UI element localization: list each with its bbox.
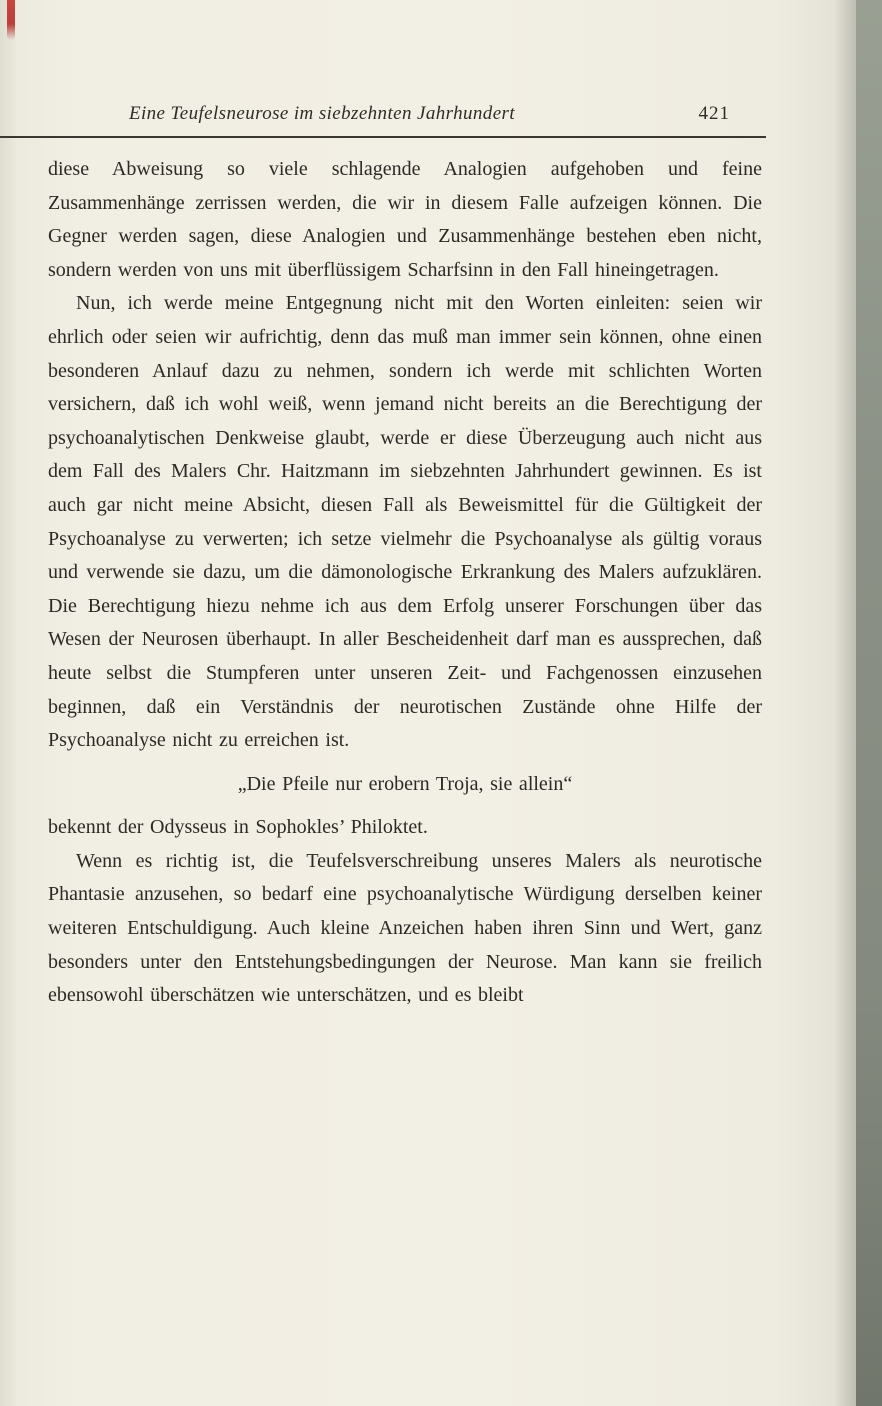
header-rule	[0, 136, 766, 138]
red-edge-mark	[7, 0, 15, 40]
body-text	[48, 153, 762, 1013]
paragraph-continuation: diese Abweisung so viele schlagende Analogien aufgehoben und feine Zusammenhänge zerrissen werden, die wir in diesem Falle aufzeigen können. Die Gegner werden sagen, diese Analogien und Zusammenhänge bestehen eben nicht, sondern werden von uns mit überflüssigem Scharfsinn in den Fall hineingetragen.	[48, 158, 762, 281]
running-header	[0, 103, 764, 131]
page-edge-shadow	[834, 0, 856, 1406]
paragraph: bekennt der Odysseus in Sophokles’ Philoktet.	[48, 816, 428, 839]
paragraph: Nun, ich werde meine Entgegnung nicht mit den Worten einleiten: seien wir ehrlich oder seien wir aufrichtig, denn das muß man immer sein können, ohne einen besonderen Anlauf dazu zu nehmen, sondern ich werde mit schlichten Worten versichern, daß ich wohl weiß, wenn jemand nicht bereits an die Berechtigung der psychoanalytischen Denkweise glaubt, werde er diese Überzeugung auch nicht aus dem Fall des Malers Chr. Haitzmann im siebzehnten Jahrhundert gewinnen. Es ist auch gar nicht meine Absicht, diesen Fall als Beweismittel für die Gültigkeit der Psychoanalyse zu verwerten; ich setze vielmehr die Psychoanalyse als gültig voraus und verwende sie dazu, um die dämonologische Erkrankung des Malers aufzuklären. Die Berechtigung hiezu nehme ich aus dem Erfolg unserer Forschungen über das Wesen der Neurosen überhaupt. In aller Bescheidenheit darf man es aussprechen, daß heute selbst die Stumpferen unter unseren Zeit- und Fachgenossen einzusehen beginnen, daß ein Verständnis der neurotischen Zustände ohne Hilfe der Psychoanalyse nicht zu erreichen ist.	[48, 292, 762, 752]
page-number: 421	[698, 103, 730, 124]
page-edge-band	[856, 0, 882, 1406]
chapter-title: Eine Teufelsneurose im siebzehnten Jahrhundert	[128, 103, 516, 124]
verse-quote: „Die Pfeile nur erobern Troja, sie allein“	[237, 772, 573, 795]
paragraph: Wenn es richtig ist, die Teufelsverschreibung unseres Malers als neurotische Phantasie anzusehen, so bedarf eine psychoanalytische Würdigung derselben keiner weiteren Entschuldigung. Auch kleine Anzeichen haben ihren Sinn und Wert, ganz besonders unter den Entstehungsbedingungen der Neurose. Man kann sie freilich ebensowohl überschätzen wie unterschätzen, und es bleibt	[48, 849, 762, 1007]
